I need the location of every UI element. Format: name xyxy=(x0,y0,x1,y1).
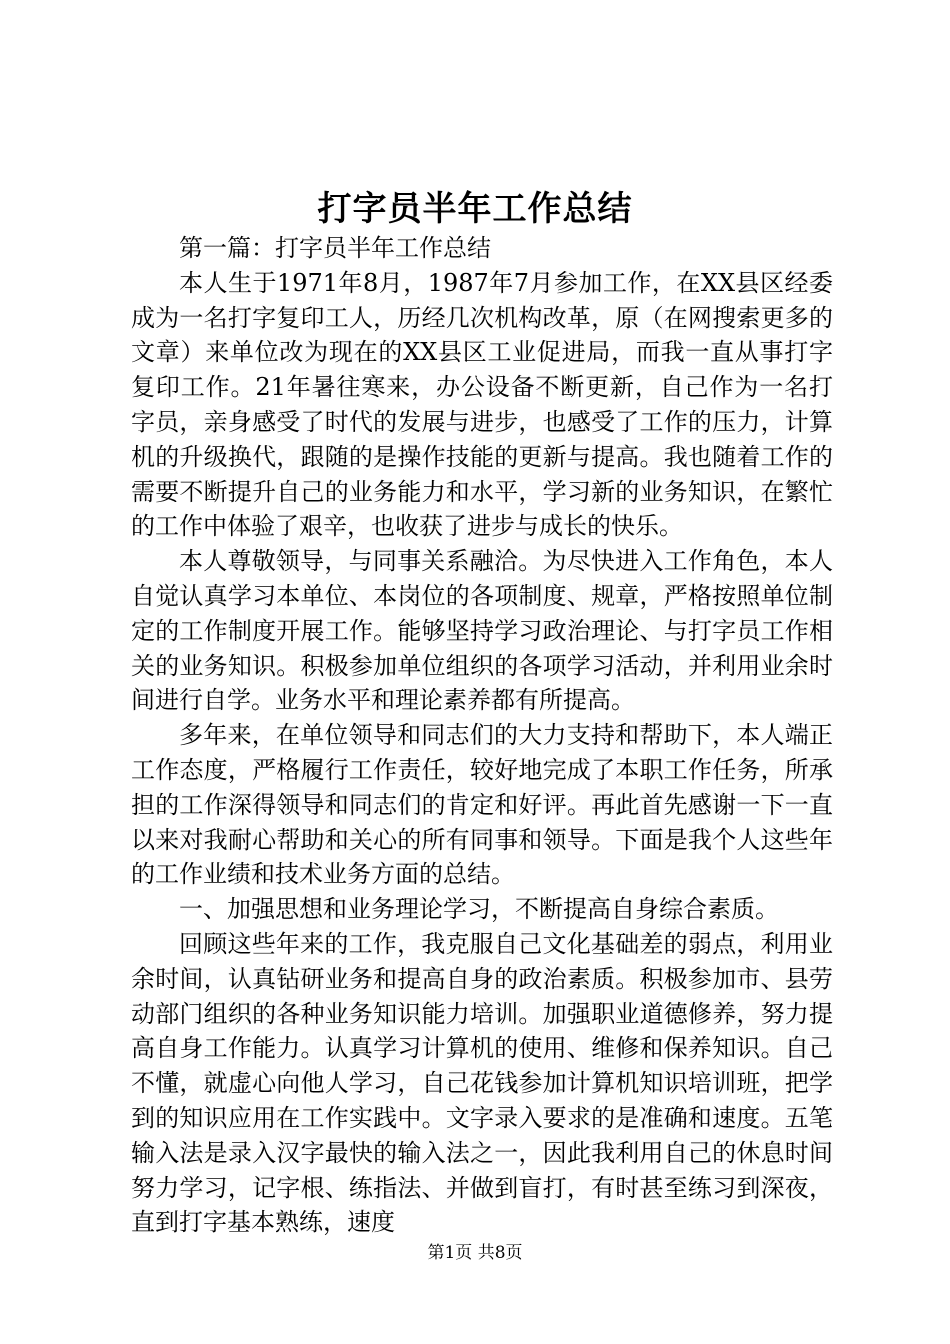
page-number-footer: 第1页 共8页 xyxy=(427,1243,523,1263)
subheading: 一、加强思想和业务理论学习，不断提高自身综合素质。 xyxy=(179,895,779,924)
paragraph: 多年来，在单位领导和同志们的大力支持和帮助下，本人端正工作态度，严格履行工作责任，较好地完成了本职工作任务，所承担的工作深得领导和同志们的肯定和好评。再此首先感谢一下一直以来对我耐心帮助和关心的所有同事和领导。下面是我个人这些年的工作业绩和技术业务方面的总结。 xyxy=(131,721,833,889)
section-heading: 第一篇：打字员半年工作总结 xyxy=(179,234,491,262)
paragraph: 本人生于1971年8月，1987年7月参加工作，在XX县区经委成为一名打字复印工人，历经几次机构改革，原（在网搜索更多的文章）来单位改为现在的XX县区工业促进局，而我一直从事打字复印工作。21年暑往寒来，办公设备不断更新，自己作为一名打字员，亲身感受了时代的发展与进步，也感受了工作的压力，计算机的升级换代，跟随的是操作技能的更新与提高。我也随着工作的需要不断提升自己的业务能力和水平，学习新的业务知识，在繁忙的工作中体验了艰辛，也收获了进步与成长的快乐。 xyxy=(131,268,833,541)
document-body xyxy=(131,231,833,1240)
paragraph: 回顾这些年来的工作，我克服自己文化基础差的弱点，利用业余时间，认真钻研业务和提高自身的政治素质。积极参加市、县劳动部门组织的各种业务知识能力培训。加强职业道德修养，努力提高自身工作能力。认真学习计算机的使用、维修和保养知识。自己不懂，就虚心向他人学习，自己花钱参加计算机知识培训班，把学到的知识应用在工作实践中。文字录入要求的是准确和速度。五笔输入法是录入汉字最快的输入法之一，因此我利用自己的休息时间努力学习，记字根、练指法、并做到盲打，有时甚至练习到深夜，直到打字基本熟练，速度 xyxy=(131,929,833,1237)
paragraph: 本人尊敬领导，与同事关系融洽。为尽快进入工作角色，本人自觉认真学习本单位、本岗位的各项制度、规章，严格按照单位制定的工作制度开展工作。能够坚持学习政治理论、与打字员工作相关的业务知识。积极参加单位组织的各项学习活动，并利用业余时间进行自学。业务水平和理论素养都有所提高。 xyxy=(131,547,833,715)
document-title: 打字员半年工作总结 xyxy=(317,189,633,229)
